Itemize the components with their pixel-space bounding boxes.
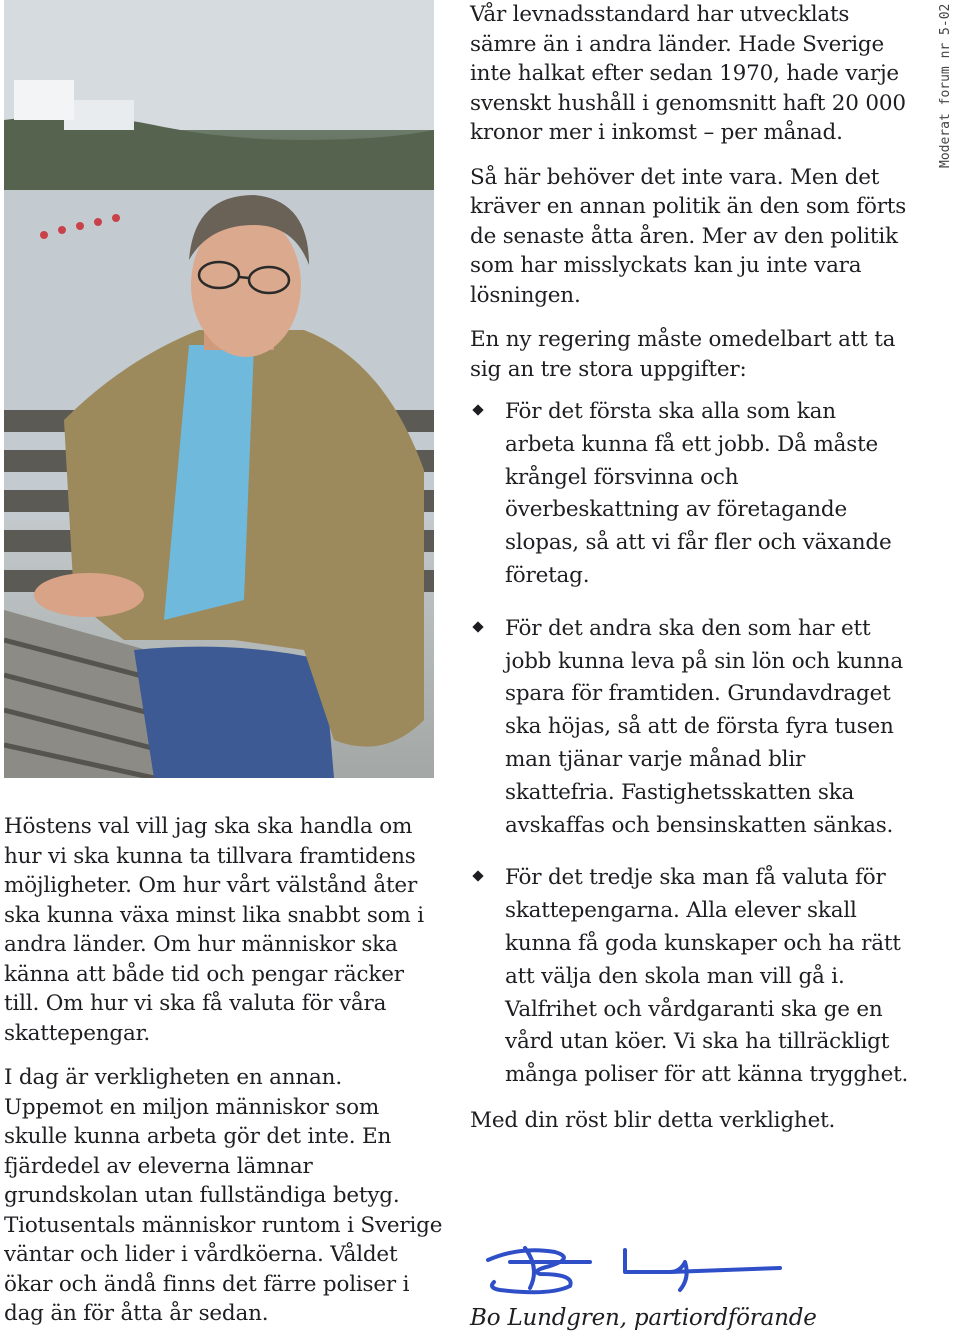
policy-paragraph: Så här behöver det inte vara. Men det kräver en annan politik än den som förts de senaste åtta åren. Mer av den politik som har misslyckats kan ju inte vara lösningen.	[470, 164, 907, 308]
handwritten-signature	[480, 1238, 790, 1298]
task-third-text: För det tredje ska man få valuta för skattepengarna. Alla elever skall kunna få goda kunskaper och ha rätt att välja den skola man vill gå i. Valfrihet och vårdgaranti ska ge en vård utan köer. Vi ska ha tillräckligt många poliser för att känna trygghet.	[505, 865, 909, 1088]
living-standard-paragraph: Vår levnadsstandard har utvecklats sämre än i andra länder. Hade Sverige inte halkat efter sedan 1970, hade varje svenskt hushåll i genomsnitt haft 20 000 kronor mer i inkomst – per månad.	[470, 2, 906, 145]
list-item	[470, 862, 910, 1092]
diamond-bullet-icon	[472, 621, 483, 632]
list-item	[470, 396, 910, 593]
tasks-intro-paragraph: En ny regering måste omedelbart att ta sig an tre stora uppgifter:	[470, 327, 896, 382]
left-text-column	[4, 812, 444, 1344]
publication-label: Moderat forum nr 5-02	[938, 3, 953, 168]
right-text-column	[470, 0, 910, 1150]
reality-paragraph: I dag är verkligheten en annan. Uppemot en miljon människor som skulle kunna arbeta gör det inte. En fjärdedel av eleverna lämnar grundskolan utan fullständiga betyg. Tiotusentals människor runtom i Sverige väntar och lider i vårdköerna. Våldet ökar och ändå finns det färre poliser i dag än för åtta år sedan.	[4, 1065, 443, 1326]
task-list	[470, 396, 910, 1092]
diamond-bullet-icon	[472, 871, 483, 882]
closing-line: Med din röst blir detta verklighet.	[470, 1107, 836, 1133]
portrait-photo	[4, 0, 434, 778]
diamond-bullet-icon	[472, 404, 483, 415]
signature-name: Bo Lundgren, partiordförande	[470, 1305, 817, 1331]
task-first-text: För det första ska alla som kan arbeta kunna få ett jobb. Då måste krångel försvinna och överbeskattning av företagande slopas, så att vi får fler och växande företag.	[505, 399, 892, 588]
intro-paragraph: Höstens val vill jag ska ska handla om hur vi ska kunna ta tillvara framtidens möjligheter. Om hur vårt välstånd åter ska kunna växa minst lika snabbt som i andra länder. Om hur människor ska känna att både tid och pengar räcker till. Om hur vi ska få valuta för våra skattepengar.	[4, 814, 424, 1046]
list-item	[470, 613, 910, 843]
task-second-text: För det andra ska den som har ett jobb kunna leva på sin lön och kunna spara för framtiden. Grundavdraget ska höjas, så att de första fyra tusen man tjänar varje månad blir skattefria. Fastighetsskatten ska avskaffas och bensinskatten sänkas.	[505, 615, 903, 838]
